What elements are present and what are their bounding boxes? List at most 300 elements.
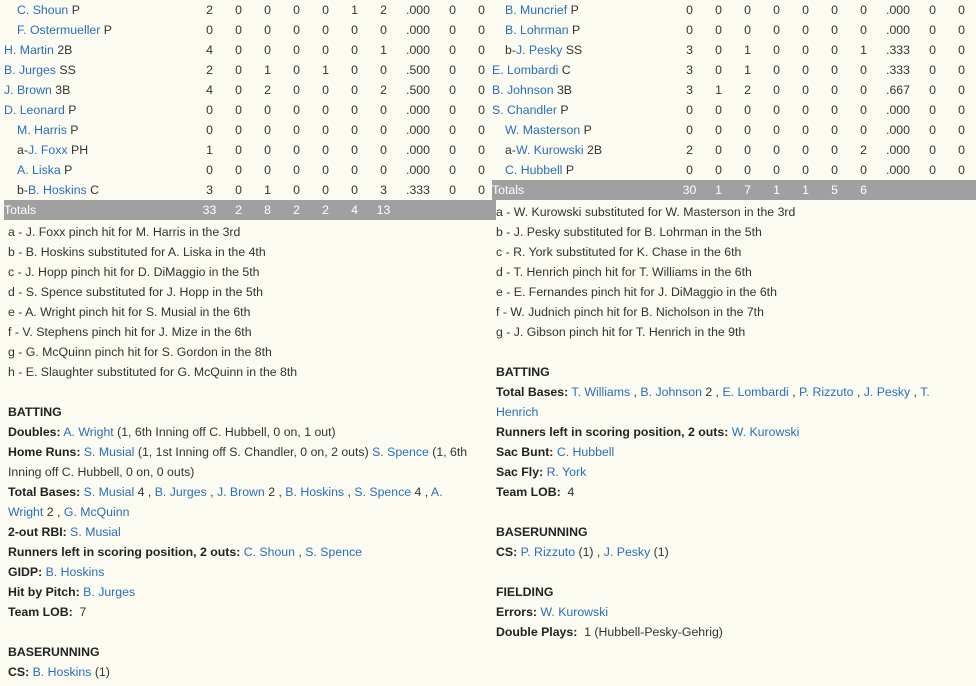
player-row [4,0,496,20]
stat-cell: 0 [351,43,358,57]
stat-cell: 0 [380,163,387,177]
totals-stat [398,200,438,220]
stat-cell: 0 [322,103,329,117]
stat-cell: 0 [802,43,809,57]
stat-cell: 0 [686,123,693,137]
player-cell [492,60,675,80]
stat-cell: 0 [958,63,965,77]
stat-cell: 0 [686,103,693,117]
player-link[interactable]: B. Hoskins [45,565,105,579]
stat-cell: 0 [802,83,809,97]
stat-cell: .000 [406,143,430,157]
stat-cell: 0 [322,43,329,57]
stat-cell: 2 [264,83,271,97]
total-bases-line: Total Bases: T. Williams , B. Johnson 2 , E. Lombardi , P. Rizzuto , J. Pesky , T. Henrich [496,385,930,419]
stat-cell: 0 [802,23,809,37]
stat-cell: 0 [293,163,300,177]
player-link[interactable]: H. Martin [4,43,54,57]
position: C [561,63,571,77]
team-lob-line: Team LOB: 4 [496,485,575,499]
stat-cell: 0 [449,103,456,117]
player-cell [492,40,675,60]
stat-cell: 0 [293,143,300,157]
substitution-note: g - G. McQuinn pinch hit for S. Gordon in the 8th [8,345,272,359]
stat-cell: 0 [380,103,387,117]
stat-cell: 0 [929,103,936,117]
player-cell [4,120,195,140]
stat-cell: .000 [406,163,430,177]
player-link[interactable]: A. Liska [17,163,61,177]
sub-prefix: b- [17,183,28,197]
player-link[interactable]: R. York [546,465,587,479]
stat-cell: 0 [264,3,271,17]
totals-stat: 6 [849,180,878,200]
stat-cell: 0 [235,63,242,77]
stat-cell: 0 [831,43,838,57]
stat-cell: 0 [206,103,213,117]
risp-line: Runners left in scoring position, 2 outs: W. Kurowski [496,425,800,439]
stat-cell: 0 [686,163,693,177]
stat-cell: 0 [773,163,780,177]
stat-cell: .000 [406,103,430,117]
stat-cell: 0 [351,63,358,77]
stat-cell: 0 [831,23,838,37]
player-link[interactable]: W. Kurowski [540,605,609,619]
stat-cell: 0 [715,63,722,77]
player-link[interactable]: J. Foxx [27,143,68,157]
player-link[interactable]: T. Williams [571,385,631,399]
totals-label: Totals [492,180,675,200]
stat-cell: 4 [206,83,213,97]
stat-cell: 0 [929,43,936,57]
stat-cell: 0 [860,123,867,137]
player-link[interactable]: D. Leonard [4,103,65,117]
player-link[interactable]: T. Henrich [496,385,930,419]
player-cell [492,0,675,20]
stat-cell: 0 [744,3,751,17]
player-link[interactable]: J. Brown [4,83,52,97]
stat-cell: 0 [351,123,358,137]
stat-cell: 2 [860,143,867,157]
stat-cell: 0 [206,123,213,137]
totals-stat: 33 [195,200,224,220]
stat-cell: 0 [322,183,329,197]
away-team-column [492,0,972,642]
player-row [4,140,496,160]
position: P [583,123,592,137]
player-link[interactable]: B. Lohrman [505,23,569,37]
player-row [4,120,496,140]
home-batting-section [4,402,484,622]
player-link[interactable]: M. Harris [17,123,67,137]
stat-cell: 0 [380,63,387,77]
player-link[interactable]: E. Lombardi [492,63,559,77]
section-header: BASERUNNING [8,645,100,659]
player-row [4,80,496,100]
stat-cell: 0 [958,83,965,97]
player-link[interactable]: F. Ostermueller [17,23,101,37]
player-link[interactable]: B. Jurges [83,585,136,599]
player-row [492,160,976,180]
stat-cell: 0 [686,23,693,37]
substitution-note: e - E. Fernandes pinch hit for J. DiMaggio in the 6th [496,285,777,299]
stat-cell: 0 [478,143,485,157]
player-link[interactable]: A. Wright [8,485,443,519]
player-link[interactable]: J. Brown [216,485,265,499]
stat-cell: 0 [449,83,456,97]
section-header: FIELDING [496,585,554,599]
player-link[interactable]: B. Jurges [154,485,207,499]
stat-cell: .000 [886,23,910,37]
totals-stat: 1 [762,180,791,200]
stat-cell: 0 [715,43,722,57]
stat-cell: 3 [686,63,693,77]
errors-line: Errors: W. Kurowski [496,605,609,619]
position: 2B [587,143,603,157]
player-row [4,20,496,40]
stat-cell: 0 [235,143,242,157]
stat-cell: 0 [478,3,485,17]
totals-label: Totals [4,200,195,220]
stat-cell: 1 [715,83,722,97]
stat-cell: 0 [958,143,965,157]
stat-cell: 0 [958,163,965,177]
section-header: BATTING [8,405,62,419]
stat-cell: 0 [380,123,387,137]
player-link[interactable]: S. Musial [83,485,135,499]
section-header: BATTING [496,365,550,379]
totals-stat: 1 [704,180,733,200]
substitution-note: c - J. Hopp pinch hit for D. DiMaggio in the 5th [8,265,260,279]
stat-cell: 0 [802,143,809,157]
stat-cell: 0 [715,103,722,117]
position: SS [565,43,583,57]
stat-cell: 0 [478,123,485,137]
stat-cell: 0 [478,83,485,97]
stat-cell: 2 [206,3,213,17]
stat-cell: 0 [802,3,809,17]
substitution-note: h - E. Slaughter substituted for G. McQuinn in the 8th [8,365,298,379]
stat-cell: 0 [293,63,300,77]
stat-cell: 0 [449,163,456,177]
player-link[interactable]: E. Lombardi [722,385,789,399]
stat-cell: 0 [351,103,358,117]
section-header: BASERUNNING [496,525,588,539]
stat-cell: 0 [831,63,838,77]
stat-cell: .000 [886,143,910,157]
position: P [565,163,575,177]
stat-cell: 1 [744,63,751,77]
stat-cell: 0 [293,83,300,97]
stat-cell: 2 [380,3,387,17]
stat-cell: 0 [773,43,780,57]
stat-cell: 0 [264,123,271,137]
position: PH [71,143,89,157]
player-link[interactable]: C. Hubbell [556,445,615,459]
caught-stealing-line: CS: P. Rizzuto (1) , J. Pesky (1) [496,545,669,559]
player-link[interactable]: A. Wright [63,425,114,439]
stat-cell: .000 [406,123,430,137]
stat-cell: 0 [958,23,965,37]
position: P [70,123,79,137]
stat-cell: 0 [293,183,300,197]
stat-cell: 0 [293,3,300,17]
player-link[interactable]: C. Shoun [243,545,295,559]
position: SS [59,63,76,77]
stat-cell: 0 [860,163,867,177]
stat-cell: 0 [351,23,358,37]
stat-cell: 0 [478,43,485,57]
stat-cell: 0 [235,163,242,177]
away-substitution-notes [492,200,972,342]
sub-prefix: a- [17,143,28,157]
player-cell [492,120,675,140]
stat-cell: 0 [744,103,751,117]
home-baserunning-section [4,642,484,682]
position: P [71,3,80,17]
stat-cell: .000 [886,3,910,17]
away-baserunning-section [492,522,972,562]
position: P [560,103,569,117]
stat-cell: 0 [744,143,751,157]
player-cell [4,180,195,200]
stat-cell: 0 [322,143,329,157]
sub-prefix: a- [505,143,516,157]
gidp-line: GIDP: B. Hoskins [8,565,105,579]
risp-line: Runners left in scoring position, 2 outs: C. Shoun , S. Spence [8,545,362,559]
position: P [68,103,77,117]
stat-cell: 0 [929,163,936,177]
total-bases-line: Total Bases: S. Musial 4 , B. Jurges , J. Brown 2 , B. Hoskins , S. Spence 4 , A. Wright 2 , G. McQuinn [8,485,443,519]
stat-cell: .667 [886,83,910,97]
stat-cell: 0 [235,103,242,117]
player-cell [4,40,195,60]
player-link[interactable]: W. Kurowski [515,143,584,157]
substitution-note: a - J. Foxx pinch hit for M. Harris in the 3rd [8,225,241,239]
player-row [492,40,976,60]
stat-cell: 0 [264,143,271,157]
player-link[interactable]: J. Pesky [515,43,563,57]
stat-cell: 0 [380,143,387,157]
stat-cell: 0 [929,3,936,17]
substitution-note: b - J. Pesky substituted for B. Lohrman in the 5th [496,225,762,239]
player-row [4,160,496,180]
player-link[interactable]: B. Johnson [492,83,554,97]
player-link[interactable]: J. Pesky [603,545,651,559]
player-link[interactable]: B. Johnson [640,385,702,399]
player-cell [4,140,195,160]
substitution-note: b - B. Hoskins substituted for A. Liska in the 4th [8,245,266,259]
home-box-score-table [4,0,496,220]
player-row [492,140,976,160]
stat-cell: 0 [773,123,780,137]
player-row [492,120,976,140]
stat-cell: 0 [478,63,485,77]
position: 3B [55,83,71,97]
player-link[interactable]: S. Spence [354,485,412,499]
stat-cell: 0 [860,63,867,77]
stat-cell: 0 [449,3,456,17]
player-cell [4,20,195,40]
stat-cell: 0 [860,3,867,17]
home-runs-line: Home Runs: S. Musial (1, 1st Inning off S. Chandler, 0 on, 2 outs) S. Spence (1, 6th Inning off C. Hubbell, 0 on, 0 outs) [8,445,468,479]
player-link[interactable]: C. Hubbell [505,163,563,177]
player-link[interactable]: B. Hoskins [285,485,345,499]
totals-stat [438,200,467,220]
stat-cell: 0 [449,143,456,157]
position: P [572,23,581,37]
doubles-line: Doubles: A. Wright (1, 6th Inning off C. Hubbell, 0 on, 1 out) [8,425,336,439]
stat-cell: 0 [773,83,780,97]
player-row [492,60,976,80]
totals-stat [878,180,918,200]
stat-cell: 3 [686,43,693,57]
stat-cell: 0 [929,23,936,37]
player-row [492,20,976,40]
player-link[interactable]: S. Spence [305,545,362,559]
position: 3B [556,83,572,97]
away-box-score-table [492,0,976,200]
player-link[interactable]: B. Muncrief [505,3,568,17]
totals-stat: 8 [253,200,282,220]
position: P [570,3,579,17]
player-link[interactable]: S. Chandler [492,103,557,117]
caught-stealing-line: CS: B. Hoskins (1) [8,665,110,679]
stat-cell: .000 [406,3,430,17]
stat-cell: 0 [264,163,271,177]
stat-cell: 2 [380,83,387,97]
two-out-rbi-line: 2-out RBI: S. Musial [8,525,121,539]
position: 2B [57,43,73,57]
stat-cell: 0 [206,163,213,177]
substitution-note: d - T. Henrich pinch hit for T. Williams in the 6th [496,265,752,279]
totals-stat: 30 [675,180,704,200]
stat-cell: .000 [406,23,430,37]
stat-cell: .333 [406,183,430,197]
player-row [4,40,496,60]
player-link[interactable]: S. Musial [70,525,121,539]
stat-cell: 0 [322,123,329,137]
stat-cell: 0 [831,83,838,97]
stat-cell: 0 [449,23,456,37]
stat-cell: 0 [449,183,456,197]
substitution-note: c - R. York substituted for K. Chase in the 6th [496,245,742,259]
stat-cell: 1 [744,43,751,57]
player-cell [4,0,195,20]
stat-cell: 0 [351,143,358,157]
totals-stat: 5 [820,180,849,200]
stat-cell: 1 [322,63,329,77]
stat-cell: 0 [293,23,300,37]
stat-cell: 0 [860,23,867,37]
player-link[interactable]: C. Shoun [17,3,69,17]
player-row [4,180,496,200]
stat-cell: 0 [449,123,456,137]
stat-cell: 0 [264,23,271,37]
substitution-note: e - A. Wright pinch hit for S. Musial in the 6th [8,305,251,319]
stat-cell: .000 [886,103,910,117]
player-link[interactable]: W. Kurowski [731,425,800,439]
home-team-column [4,0,484,682]
totals-row [4,200,496,220]
totals-stat: 2 [224,200,253,220]
player-link[interactable]: G. McQuinn [63,505,130,519]
player-link[interactable]: P. Rizzuto [520,545,576,559]
player-cell [492,100,675,120]
stat-cell: 0 [206,23,213,37]
stat-cell: 1 [860,43,867,57]
stat-cell: 0 [773,63,780,77]
player-cell [492,20,675,40]
stat-cell: .500 [406,83,430,97]
sac-fly-line: Sac Fly: R. York [496,465,587,479]
home-substitution-notes [4,220,484,382]
player-link[interactable]: B. Jurges [4,63,56,77]
sac-bunt-line: Sac Bunt: C. Hubbell [496,445,615,459]
stat-cell: 0 [929,83,936,97]
stat-cell: 0 [235,43,242,57]
stat-cell: 2 [744,83,751,97]
player-cell [492,80,675,100]
stat-cell: 0 [686,3,693,17]
stat-cell: 0 [802,163,809,177]
stat-cell: 0 [293,43,300,57]
player-row [492,80,976,100]
player-link[interactable]: B. Hoskins [27,183,87,197]
stat-cell: 0 [235,3,242,17]
stat-cell: 0 [351,83,358,97]
stat-cell: 0 [380,23,387,37]
player-link[interactable]: P. Rizzuto [799,385,854,399]
stat-cell: 2 [206,63,213,77]
player-link[interactable]: W. Masterson [505,123,581,137]
stat-cell: 0 [449,43,456,57]
player-link[interactable]: S. Spence [372,445,429,459]
stat-cell: 0 [744,23,751,37]
totals-stat [918,180,947,200]
stat-cell: 1 [380,43,387,57]
player-cell [492,160,675,180]
player-link[interactable]: B. Hoskins [32,665,92,679]
stat-cell: 0 [831,103,838,117]
player-link[interactable]: J. Pesky [863,385,911,399]
substitution-note: f - V. Stephens pinch hit for J. Mize in the 6th [8,325,252,339]
totals-stat: 2 [311,200,340,220]
stat-cell: 1 [264,63,271,77]
substitution-note: a - W. Kurowski substituted for W. Masterson in the 3rd [496,205,796,219]
stat-cell: 0 [449,63,456,77]
player-link[interactable]: S. Musial [83,445,135,459]
sub-prefix: b- [505,43,516,57]
stat-cell: 1 [206,143,213,157]
stat-cell: 4 [206,43,213,57]
stat-cell: 0 [929,63,936,77]
player-row [4,100,496,120]
substitution-note: d - S. Spence substituted for J. Hopp in the 5th [8,285,263,299]
stat-cell: 0 [715,143,722,157]
player-cell [4,160,195,180]
stat-cell: 0 [478,183,485,197]
stat-cell: 0 [744,123,751,137]
stat-cell: 0 [478,103,485,117]
stat-cell: .333 [886,43,910,57]
stat-cell: 0 [293,103,300,117]
player-cell [4,100,195,120]
stat-cell: 0 [715,123,722,137]
stat-cell: 0 [958,3,965,17]
stat-cell: 3 [380,183,387,197]
stat-cell: 0 [773,143,780,157]
